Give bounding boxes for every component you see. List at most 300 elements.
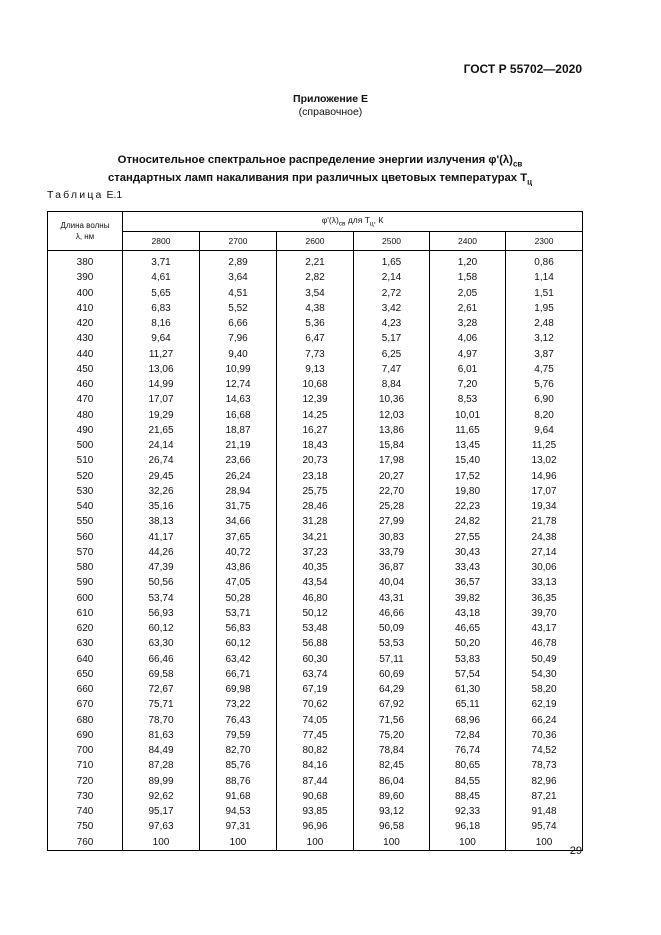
value-cell: 17,07 [506, 484, 583, 499]
table-row [48, 819, 583, 834]
value-cell: 2,89 [200, 255, 277, 270]
value-cell: 56,83 [200, 621, 277, 636]
value-cell: 27,55 [430, 530, 506, 545]
value-cell: 2,05 [430, 286, 506, 301]
value-cell: 87,44 [277, 774, 354, 789]
value-cell: 4,38 [277, 301, 354, 316]
value-cell: 74,52 [506, 743, 583, 758]
value-cell: 28,94 [200, 484, 277, 499]
value-cell: 15,84 [354, 438, 430, 453]
temperature-header-row [48, 232, 583, 251]
value-cell: 84,16 [277, 758, 354, 773]
wavelength-cell: 430 [48, 331, 123, 346]
wavelength-cell: 760 [48, 835, 123, 851]
value-cell: 32,26 [123, 484, 200, 499]
value-cell: 10,99 [200, 362, 277, 377]
value-cell: 81,63 [123, 728, 200, 743]
title-line-2: стандартных ламп накаливания при различных цветовых температурах $T_ц$ [107, 172, 533, 187]
value-cell: 5,52 [200, 301, 277, 316]
value-cell: 29,45 [123, 469, 200, 484]
temperature-header: 2400 [430, 232, 506, 251]
table-row [48, 255, 583, 270]
value-cell: 88,45 [430, 789, 506, 804]
value-cell: 1,20 [430, 255, 506, 270]
value-cell: 100 [506, 835, 583, 851]
value-cell: 7,47 [354, 362, 430, 377]
table-row [48, 697, 583, 712]
value-cell: 53,74 [123, 591, 200, 606]
wavelength-cell: 750 [48, 819, 123, 834]
value-cell: 67,92 [354, 697, 430, 712]
value-cell: 6,47 [277, 331, 354, 346]
value-cell: 50,28 [200, 591, 277, 606]
wavelength-cell: 680 [48, 713, 123, 728]
value-cell: 7,73 [277, 347, 354, 362]
table-row [48, 270, 583, 285]
value-cell: 23,66 [200, 453, 277, 468]
value-cell: 9,13 [277, 362, 354, 377]
table-row [48, 331, 583, 346]
value-cell: 78,84 [354, 743, 430, 758]
value-cell: 65,11 [430, 697, 506, 712]
value-cell: 10,68 [277, 377, 354, 392]
value-cell: 7,96 [200, 331, 277, 346]
value-cell: 31,28 [277, 514, 354, 529]
value-cell: 14,63 [200, 392, 277, 407]
wavelength-cell: 740 [48, 804, 123, 819]
value-cell: 76,74 [430, 743, 506, 758]
wavelength-cell: 600 [48, 591, 123, 606]
value-cell: 82,70 [200, 743, 277, 758]
value-cell: 63,42 [200, 652, 277, 667]
value-cell: 1,58 [430, 270, 506, 285]
table-row [48, 514, 583, 529]
value-cell: 3,71 [123, 255, 200, 270]
value-cell: 40,04 [354, 575, 430, 590]
value-cell: 91,68 [200, 789, 277, 804]
value-cell: 54,30 [506, 667, 583, 682]
value-cell: 97,31 [200, 819, 277, 834]
value-cell: 89,60 [354, 789, 430, 804]
value-cell: 3,64 [200, 270, 277, 285]
value-cell: 22,23 [430, 499, 506, 514]
value-cell: 41,17 [123, 530, 200, 545]
value-cell: 96,96 [277, 819, 354, 834]
table-row [48, 438, 583, 453]
table-row [48, 392, 583, 407]
value-cell: 24,14 [123, 438, 200, 453]
value-cell: 80,65 [430, 758, 506, 773]
table-body [48, 251, 583, 851]
table-row [48, 530, 583, 545]
value-cell: 40,72 [200, 545, 277, 560]
value-cell: 2,82 [277, 270, 354, 285]
table-row [48, 362, 583, 377]
value-cell: 9,64 [506, 423, 583, 438]
value-cell: 27,14 [506, 545, 583, 560]
value-cell: 30,43 [430, 545, 506, 560]
value-cell: 25,28 [354, 499, 430, 514]
value-cell: 72,84 [430, 728, 506, 743]
table-row [48, 469, 583, 484]
value-cell: 2,61 [430, 301, 506, 316]
appendix-status: (справочное) [298, 106, 363, 118]
value-cell: 43,17 [506, 621, 583, 636]
value-cell: 39,70 [506, 606, 583, 621]
table-row [48, 423, 583, 438]
value-cell: 1,95 [506, 301, 583, 316]
value-cell: 95,17 [123, 804, 200, 819]
table-row [48, 453, 583, 468]
table-row [48, 575, 583, 590]
value-cell: 97,63 [123, 819, 200, 834]
value-cell: 76,43 [200, 713, 277, 728]
wavelength-cell: 550 [48, 514, 123, 529]
value-cell: 1,51 [506, 286, 583, 301]
value-cell: 47,39 [123, 560, 200, 575]
value-cell: 11,65 [430, 423, 506, 438]
value-cell: 25,75 [277, 484, 354, 499]
table-row [48, 591, 583, 606]
value-cell: 50,20 [430, 636, 506, 651]
table-row [48, 789, 583, 804]
value-cell: 92,62 [123, 789, 200, 804]
value-cell: 75,20 [354, 728, 430, 743]
value-cell: 40,35 [277, 560, 354, 575]
value-cell: 57,54 [430, 667, 506, 682]
value-cell: 4,61 [123, 270, 200, 285]
value-cell: 100 [200, 835, 277, 851]
value-cell: 66,71 [200, 667, 277, 682]
value-cell: 88,76 [200, 774, 277, 789]
value-cell: 37,23 [277, 545, 354, 560]
spectral-distribution-table [47, 211, 583, 851]
table-row [48, 728, 583, 743]
value-cell: 53,71 [200, 606, 277, 621]
value-cell: 19,80 [430, 484, 506, 499]
value-cell: 9,40 [200, 347, 277, 362]
value-cell: 17,52 [430, 469, 506, 484]
value-cell: 19,29 [123, 408, 200, 423]
appendix-heading [0, 93, 661, 119]
value-cell: 21,65 [123, 423, 200, 438]
table-row [48, 286, 583, 301]
value-cell: 6,83 [123, 301, 200, 316]
value-cell: 3,87 [506, 347, 583, 362]
value-cell: 77,45 [277, 728, 354, 743]
value-cell: 72,67 [123, 682, 200, 697]
value-cell: 10,36 [354, 392, 430, 407]
value-cell: 87,21 [506, 789, 583, 804]
value-cell: 31,75 [200, 499, 277, 514]
value-cell: 46,80 [277, 591, 354, 606]
wavelength-cell: 620 [48, 621, 123, 636]
value-cell: 90,68 [277, 789, 354, 804]
wavelength-cell: 560 [48, 530, 123, 545]
table-row [48, 758, 583, 773]
wavelength-cell: 540 [48, 499, 123, 514]
table-row [48, 316, 583, 331]
wavelength-cell: 530 [48, 484, 123, 499]
table-row [48, 301, 583, 316]
value-cell: 67,19 [277, 682, 354, 697]
value-cell: 100 [354, 835, 430, 851]
value-cell: 43,54 [277, 575, 354, 590]
value-cell: 4,51 [200, 286, 277, 301]
value-cell: 12,74 [200, 377, 277, 392]
wavelength-cell: 670 [48, 697, 123, 712]
wavelength-cell: 710 [48, 758, 123, 773]
value-cell: 93,12 [354, 804, 430, 819]
value-cell: 1,14 [506, 270, 583, 285]
wavelength-cell: 660 [48, 682, 123, 697]
value-cell: 79,59 [200, 728, 277, 743]
wavelength-cell: 580 [48, 560, 123, 575]
page-number: 29 [569, 845, 582, 857]
temperature-header: 2800 [123, 232, 200, 251]
value-cell: 13,45 [430, 438, 506, 453]
value-cell: 43,31 [354, 591, 430, 606]
table-row [48, 560, 583, 575]
table-row [48, 621, 583, 636]
value-cell: 13,86 [354, 423, 430, 438]
value-cell: 80,82 [277, 743, 354, 758]
value-cell: 24,82 [430, 514, 506, 529]
value-cell: 33,79 [354, 545, 430, 560]
value-cell: 64,29 [354, 682, 430, 697]
value-cell: 5,36 [277, 316, 354, 331]
value-cell: 60,30 [277, 652, 354, 667]
value-cell: 36,57 [430, 575, 506, 590]
value-cell: 74,05 [277, 713, 354, 728]
value-cell: 6,90 [506, 392, 583, 407]
value-cell: 93,85 [277, 804, 354, 819]
value-cell: 16,68 [200, 408, 277, 423]
value-cell: 84,49 [123, 743, 200, 758]
value-cell: 6,66 [200, 316, 277, 331]
value-cell: 46,66 [354, 606, 430, 621]
value-cell: 69,98 [200, 682, 277, 697]
value-cell: 6,25 [354, 347, 430, 362]
value-cell: 34,66 [200, 514, 277, 529]
table-row [48, 606, 583, 621]
value-cell: 27,99 [354, 514, 430, 529]
value-cell: 82,45 [354, 758, 430, 773]
temperature-header: 2300 [506, 232, 583, 251]
table-row [48, 804, 583, 819]
value-cell: 46,78 [506, 636, 583, 651]
value-cell: 50,49 [506, 652, 583, 667]
value-cell: 7,20 [430, 377, 506, 392]
value-cell: 36,35 [506, 591, 583, 606]
value-cell: 33,13 [506, 575, 583, 590]
wavelength-cell: 610 [48, 606, 123, 621]
value-cell: 4,97 [430, 347, 506, 362]
value-cell: 8,84 [354, 377, 430, 392]
table-row [48, 774, 583, 789]
table-row [48, 377, 583, 392]
table-row [48, 408, 583, 423]
value-cell: 36,87 [354, 560, 430, 575]
value-cell: 84,55 [430, 774, 506, 789]
value-cell: 87,28 [123, 758, 200, 773]
wavelength-cell: 440 [48, 347, 123, 362]
value-cell: 96,58 [354, 819, 430, 834]
value-cell: 63,30 [123, 636, 200, 651]
value-cell: 20,73 [277, 453, 354, 468]
value-cell: 94,53 [200, 804, 277, 819]
value-cell: 12,03 [354, 408, 430, 423]
value-cell: 23,18 [277, 469, 354, 484]
value-cell: 66,46 [123, 652, 200, 667]
value-cell: 30,83 [354, 530, 430, 545]
value-cell: 19,34 [506, 499, 583, 514]
value-cell: 86,04 [354, 774, 430, 789]
value-cell: 5,65 [123, 286, 200, 301]
table-row [48, 713, 583, 728]
wavelength-cell: 380 [48, 255, 123, 270]
wavelength-cell: 690 [48, 728, 123, 743]
table-row [48, 636, 583, 651]
value-cell: 60,12 [200, 636, 277, 651]
value-cell: 17,07 [123, 392, 200, 407]
value-cell: 3,28 [430, 316, 506, 331]
value-cell: 3,54 [277, 286, 354, 301]
value-cell: 12,39 [277, 392, 354, 407]
value-cell: 8,20 [506, 408, 583, 423]
value-cell: 3,42 [354, 301, 430, 316]
value-cell: 4,23 [354, 316, 430, 331]
value-cell: 43,18 [430, 606, 506, 621]
value-cell: 53,53 [354, 636, 430, 651]
value-cell: 26,24 [200, 469, 277, 484]
value-cell: 91,48 [506, 804, 583, 819]
value-cell: 100 [277, 835, 354, 851]
value-cell: 50,56 [123, 575, 200, 590]
value-cell: 68,96 [430, 713, 506, 728]
table-row [48, 652, 583, 667]
value-cell: 16,27 [277, 423, 354, 438]
temperature-header: 2700 [200, 232, 277, 251]
value-cell: 57,11 [354, 652, 430, 667]
wavelength-cell: 720 [48, 774, 123, 789]
value-cell: 70,62 [277, 697, 354, 712]
wavelength-cell: 390 [48, 270, 123, 285]
value-cell: 56,93 [123, 606, 200, 621]
table-row [48, 682, 583, 697]
wavelength-cell: 570 [48, 545, 123, 560]
value-cell: 47,05 [200, 575, 277, 590]
value-cell: 100 [123, 835, 200, 851]
value-cell: 22,70 [354, 484, 430, 499]
value-cell: 2,21 [277, 255, 354, 270]
value-cell: 33,43 [430, 560, 506, 575]
value-cell: 89,99 [123, 774, 200, 789]
value-cell: 28,46 [277, 499, 354, 514]
table-row [48, 484, 583, 499]
value-cell: 2,48 [506, 316, 583, 331]
value-cell: 21,78 [506, 514, 583, 529]
table-row [48, 545, 583, 560]
wavelength-cell: 400 [48, 286, 123, 301]
value-cell: 71,56 [354, 713, 430, 728]
wavelength-cell: 590 [48, 575, 123, 590]
value-cell: 6,01 [430, 362, 506, 377]
table-row [48, 667, 583, 682]
value-cell: 62,19 [506, 697, 583, 712]
value-cell: 15,40 [430, 453, 506, 468]
value-cell: 92,33 [430, 804, 506, 819]
value-cell: 66,24 [506, 713, 583, 728]
wavelength-cell: 490 [48, 423, 123, 438]
value-cell: 34,21 [277, 530, 354, 545]
wavelength-cell: 480 [48, 408, 123, 423]
wavelength-cell: 500 [48, 438, 123, 453]
value-cell: 82,96 [506, 774, 583, 789]
value-cell: 56,88 [277, 636, 354, 651]
table-title [60, 153, 580, 190]
value-cell: 35,16 [123, 499, 200, 514]
value-cell: 10,01 [430, 408, 506, 423]
wavelength-cell: 420 [48, 316, 123, 331]
appendix-title: Приложение Е [293, 93, 368, 105]
value-cell: 53,83 [430, 652, 506, 667]
value-cell: 4,06 [430, 331, 506, 346]
value-cell: 96,18 [430, 819, 506, 834]
wavelength-cell: 700 [48, 743, 123, 758]
wavelength-cell: 650 [48, 667, 123, 682]
value-cell: 100 [430, 835, 506, 851]
value-cell: 60,69 [354, 667, 430, 682]
value-cell: 9,64 [123, 331, 200, 346]
value-cell: 24,38 [506, 530, 583, 545]
wavelength-cell: 630 [48, 636, 123, 651]
value-cell: 14,96 [506, 469, 583, 484]
value-cell: 58,20 [506, 682, 583, 697]
value-cell: 78,73 [506, 758, 583, 773]
value-cell: 43,86 [200, 560, 277, 575]
wavelength-cell: 510 [48, 453, 123, 468]
value-cell: 11,25 [506, 438, 583, 453]
value-cell: 50,09 [354, 621, 430, 636]
value-cell: 0,86 [506, 255, 583, 270]
value-cell: 60,12 [123, 621, 200, 636]
value-cell: 2,14 [354, 270, 430, 285]
value-cell: 20,27 [354, 469, 430, 484]
value-cell: 17,98 [354, 453, 430, 468]
value-cell: 39,82 [430, 591, 506, 606]
wavelength-cell: 640 [48, 652, 123, 667]
value-cell: 50,12 [277, 606, 354, 621]
value-cell: 21,19 [200, 438, 277, 453]
value-cell: 46,65 [430, 621, 506, 636]
value-cell: 26,74 [123, 453, 200, 468]
value-cell: 18,43 [277, 438, 354, 453]
table-row [48, 835, 583, 851]
table-label: Таблица Е.1 [47, 189, 123, 201]
value-cell: 13,02 [506, 453, 583, 468]
value-cell: 73,22 [200, 697, 277, 712]
value-cell: 63,74 [277, 667, 354, 682]
document-code: ГОСТ Р 55702—2020 [463, 62, 582, 76]
value-cell: 8,53 [430, 392, 506, 407]
title-line-1: Относительное спектральное распределение энергии излучения $\varphi'(\lambda)_{св}$ [117, 154, 523, 169]
value-cell: 30,06 [506, 560, 583, 575]
value-cell: 53,48 [277, 621, 354, 636]
value-cell: 8,16 [123, 316, 200, 331]
value-cell: 95,74 [506, 819, 583, 834]
wavelength-cell: 460 [48, 377, 123, 392]
